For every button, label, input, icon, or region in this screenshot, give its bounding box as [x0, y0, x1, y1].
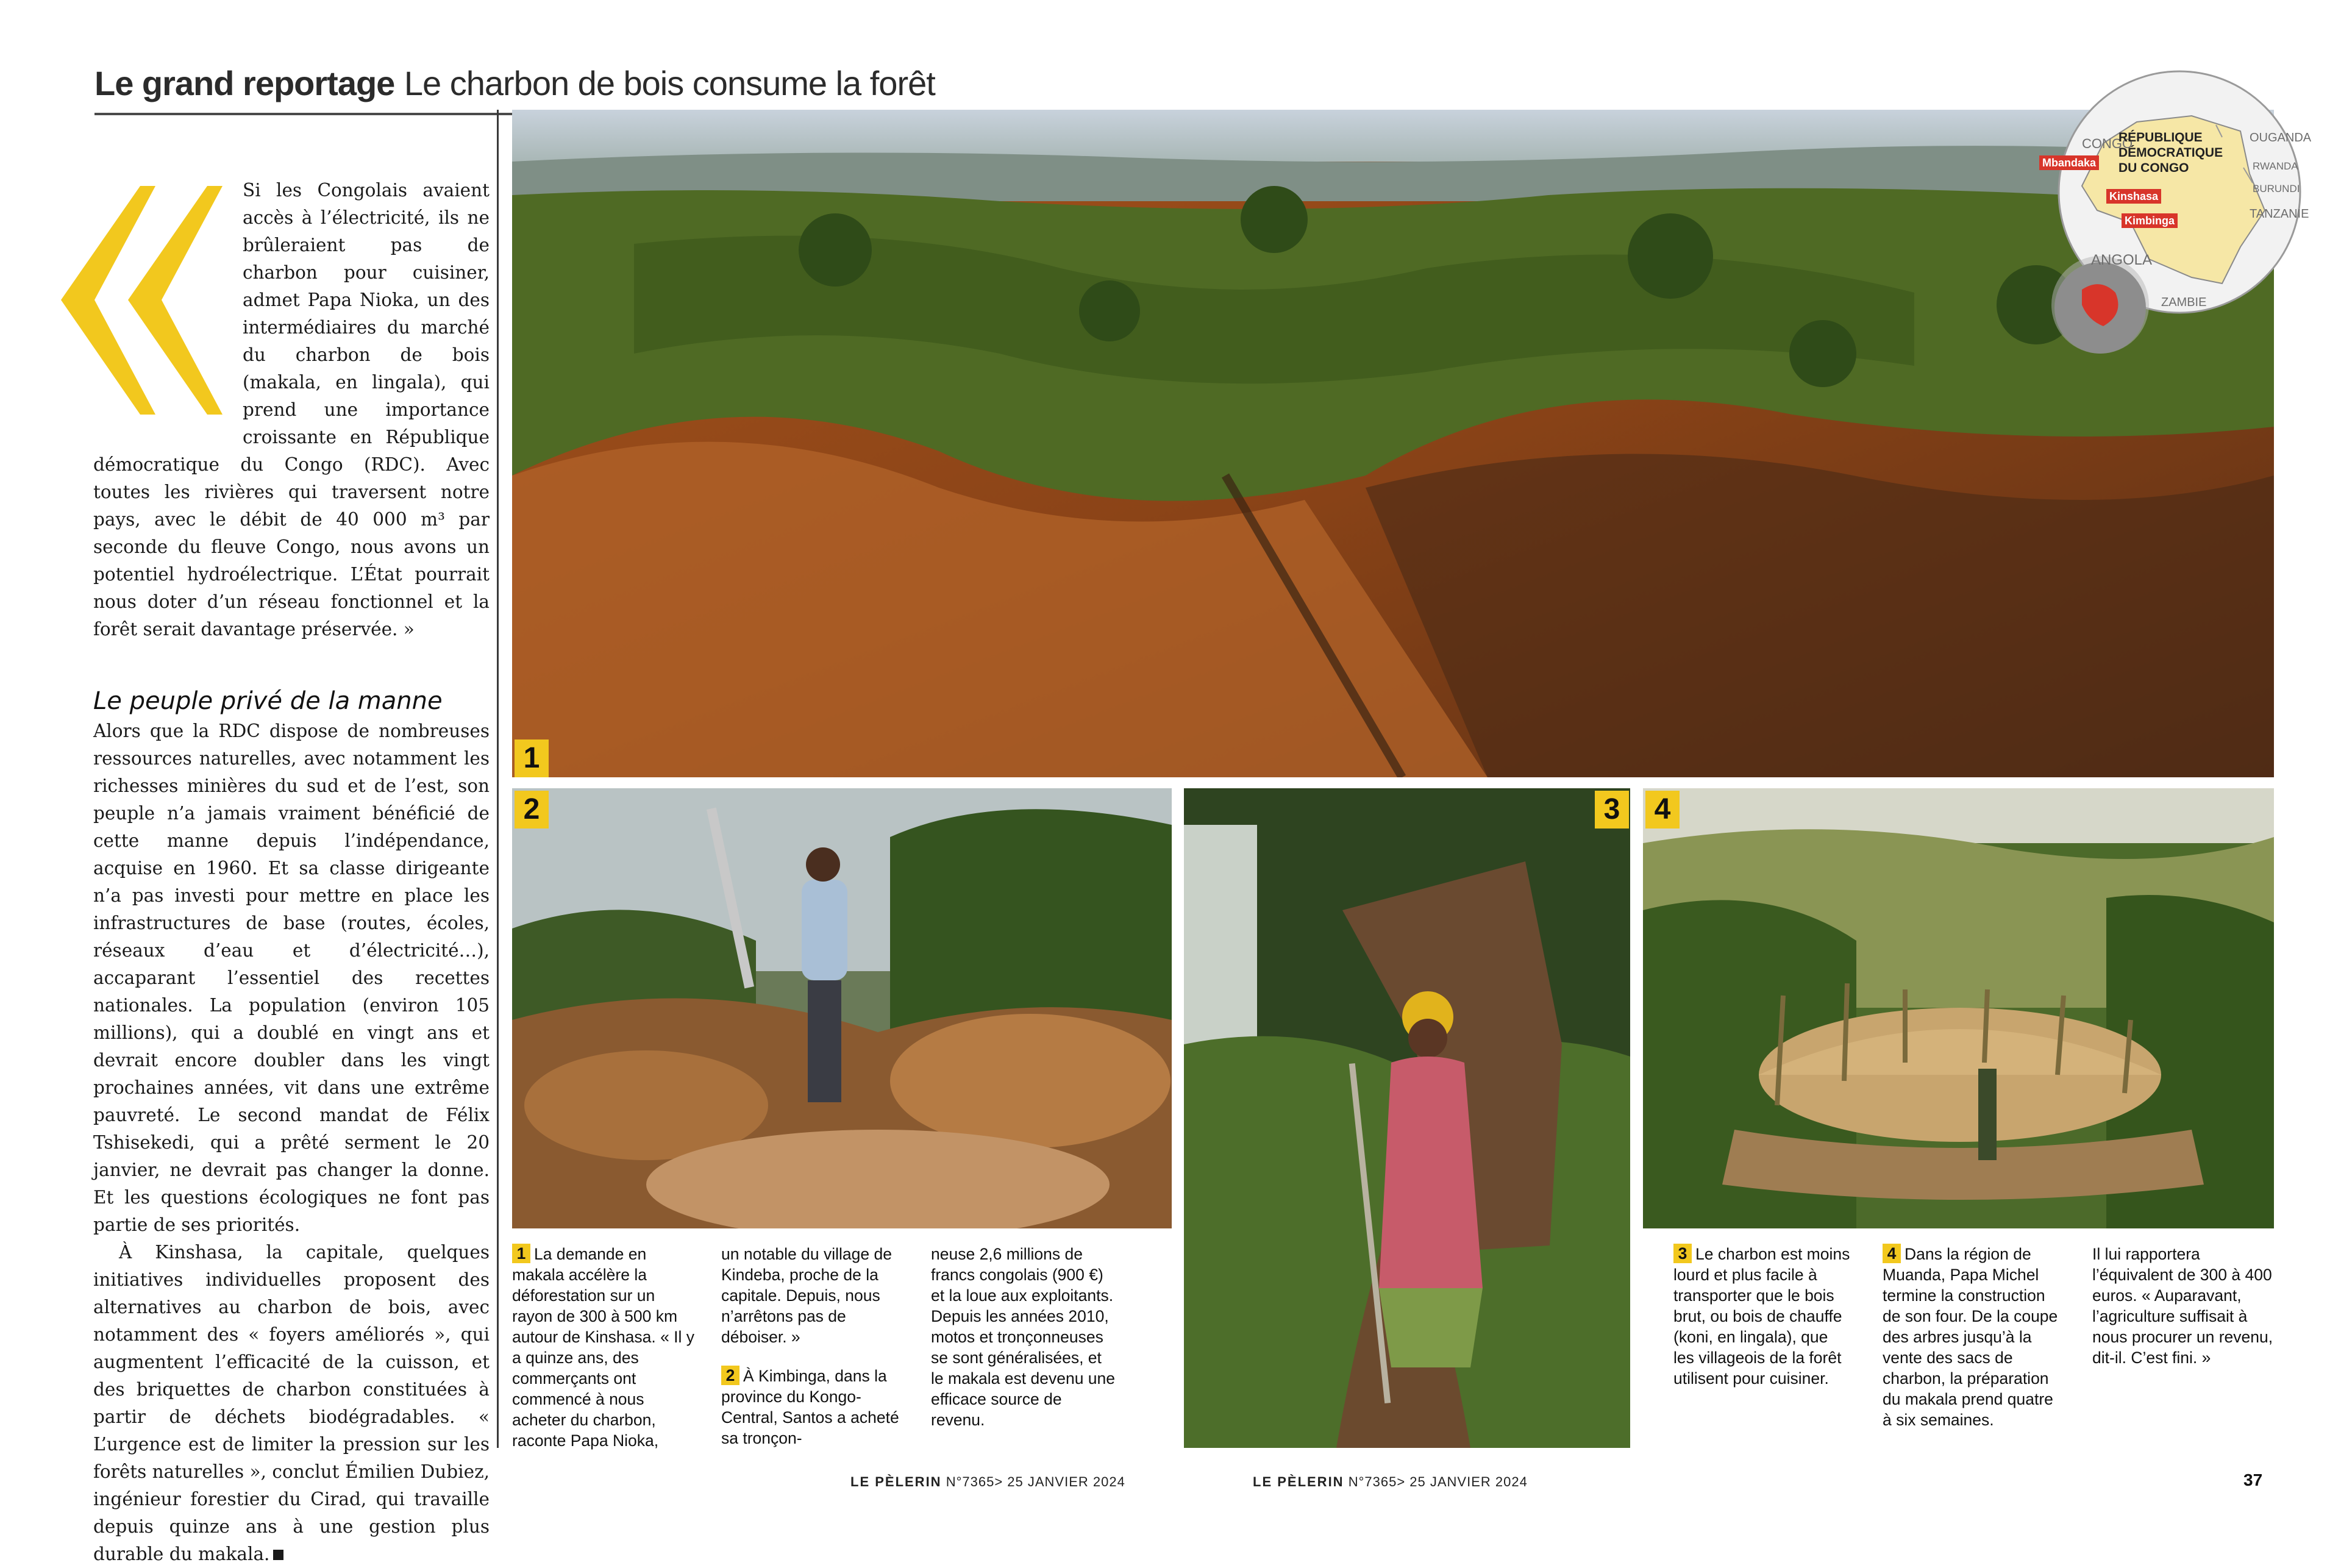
map-label-rwanda: RWANDA	[2253, 160, 2298, 172]
photo-aerial-deforestation	[512, 110, 2274, 777]
issue-info: N°7365> 25 JANVIER 2024	[1348, 1474, 1528, 1489]
article-headline: Le charbon de bois consume la forêt	[404, 64, 935, 102]
section-kicker: Le grand reportage	[94, 64, 395, 102]
map-marker-kinshasa: Kinshasa	[2106, 189, 2161, 204]
page-number: 37	[2243, 1470, 2263, 1489]
photo-man-with-chainsaw	[512, 788, 1172, 1228]
magazine-name: LE PÈLERIN	[850, 1474, 942, 1489]
photo-charcoal-kiln	[1643, 788, 2274, 1228]
caption-photo-1: 1 La demande en makala accélère la déforestation sur un rayon de 300 à 500 km autour de Kinshasa. « Il y a quinze ans, des commerçants ont commencé à nous acheter du charbon, raconte Papa Nioka,	[512, 1244, 695, 1450]
body-paragraph: À Kinshasa, la capitale, quelques initiatives individuelles proposent des alternatives au charbon de bois, avec notamment des « foyers améliorés », qui augmentent l’efficacité de la cuisson, et des briquettes de charbon constituées à partir de déchets biodégradables. « L’urgence est de limiter la pression sur les forêts naturelles », conclut Émilien Dubiez, ingénieur forestier du Cirad, qui travaille depuis quinze ans à une gestion plus durable du makala.	[93, 1242, 490, 1564]
page-header	[94, 58, 1192, 115]
map-label-ouganda: OUGANDA	[2250, 131, 2312, 144]
footer-right	[1253, 1474, 1528, 1490]
map-label-burundi: BURUNDI	[2253, 183, 2300, 194]
caption-badge: 1	[512, 1244, 530, 1263]
end-of-article-icon	[273, 1550, 283, 1560]
article-body	[93, 177, 490, 1564]
section-heading: Le peuple privé de la manne	[93, 687, 443, 715]
caption-badge: 4	[1883, 1244, 1901, 1263]
location-map	[2039, 64, 2312, 375]
map-country-name: RÉPUBLIQUE DÉMOCRATIQUE DU CONGO	[2118, 130, 2223, 175]
photo-number-badge: 4	[1645, 791, 1680, 829]
footer-left	[850, 1474, 1125, 1490]
map-marker-kimbinga: Kimbinga	[2122, 213, 2178, 228]
caption-photo-3: 3 Le charbon est moins lourd et plus facile à transporter que le bois brut, ou bois de chauffe (koni, en lingala), que les villageois de la forêt utilisent pour cuisiner.	[1673, 1244, 1850, 1388]
caption-photo-4: 4 Dans la région de Muanda, Papa Michel termine la construction de son four. De la coupe des arbres jusqu’à la vente des sacs de charbon, la préparation du makala prend quatre à six semaines.	[1883, 1244, 2058, 1429]
lead-quote: Si les Congolais avaient accès à l’électricité, ils ne brûleraient pas de charbon pour cuisiner, admet Papa Nioka, un des intermédiaires du marché du charbon de bois (makala, en lingala), qui prend une importance croissante en République démocratique du Congo (RDC). Avec toutes les rivières qui traversent notre pays, avec le débit de 40 000 m³ par seconde du fleuve Congo, nous avons un potentiel hydroélectrique. L’État pourrait nous doter d’un réseau fonctionnel et la forêt serait davantage préservée. »	[93, 180, 490, 640]
caption-badge: 2	[721, 1366, 739, 1385]
column-divider	[497, 110, 499, 1448]
body-paragraph: Alors que la RDC dispose de nombreuses ressources naturelles, avec notamment les richesses minières du sud et de l’est, son peuple n’a jamais vraiment bénéficié de cette manne depuis l’indépendance, acquise en 1960. Et sa classe dirigeante n’a pas investi pour mettre en place les infrastructures de base (routes, écoles, réseaux d’eau et d’électricité…), accaparant l’essentiel des recettes nationales. La population (environ 105 millions), qui a doublé en vingt ans et devrait encore doubler dans les vingt prochaines années, vit dans une extrême pauvreté. Le second mandat de Félix Tshisekedi, qui a prêté serment le 20 janvier, ne devrait pas changer la donne. Et les questions écologiques ne font pas partie de ses priorités.	[93, 721, 490, 1235]
map-label-congo: CONGO	[2082, 136, 2133, 151]
photo-number-badge: 1	[515, 739, 549, 777]
issue-info: N°7365> 25 JANVIER 2024	[946, 1474, 1125, 1489]
caption-photo-4-continued: Il lui rapportera l’équivalent de 300 à 400 euros. « Auparavant, l’agriculture suffisait à nous procurer un revenu, dit-il. C’est fini. »	[2092, 1245, 2273, 1367]
photo-number-badge: 3	[1595, 791, 1629, 829]
photo-woman-carrying-wood	[1184, 788, 1630, 1448]
map-label-angola: ANGOLA	[2091, 252, 2153, 268]
photo-number-badge: 2	[515, 791, 549, 829]
caption-photo-1-continued: un notable du village de Kindeba, proche de la capitale. Depuis, nous n’arrêtons pas de déboiser. » 2 À Kimbinga, dans la province du Kongo-Central, Santos a acheté sa tronçon-	[721, 1245, 899, 1447]
caption-photo-2-continued: neuse 2,6 millions de francs congolais (900 €) et la loue aux exploitants. Depuis les années 2010, motos et tronçonneuses se sont généralisées, et le makala est devenu une efficace source de revenu.	[931, 1245, 1116, 1429]
caption-badge: 3	[1673, 1244, 1692, 1263]
map-label-tanzanie: TANZANIE	[2250, 207, 2309, 221]
map-marker-mbandaka: Mbandaka	[2039, 155, 2099, 170]
magazine-name: LE PÈLERIN	[1253, 1474, 1344, 1489]
map-label-zambie: ZAMBIE	[2161, 296, 2207, 309]
